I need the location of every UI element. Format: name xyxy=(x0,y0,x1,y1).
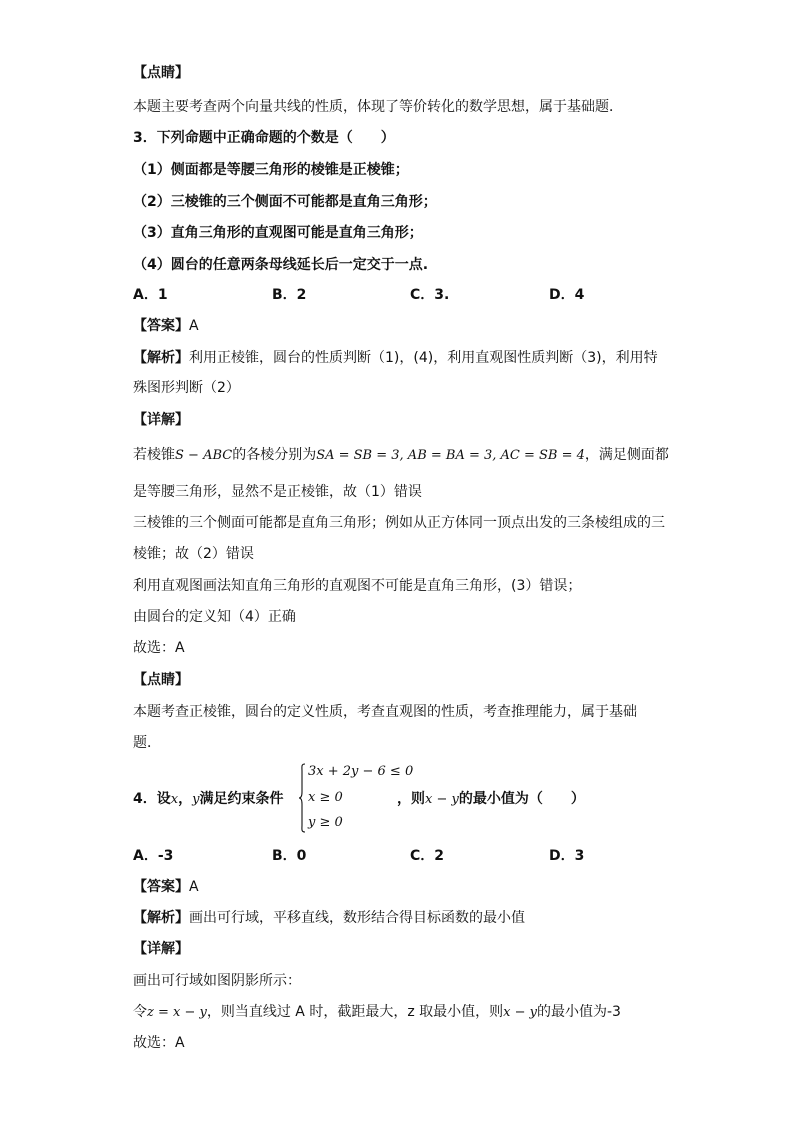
q4-sep: ， xyxy=(178,791,193,807)
q4-title-mid: 满足约束条件 xyxy=(199,791,284,807)
answer-tag: 【答案】 xyxy=(133,879,189,895)
q3-title: 3．下列命题中正确命题的个数是（ ） xyxy=(133,130,395,146)
q4-option-b: B．0 xyxy=(272,848,307,864)
q4-choice: 故选：A xyxy=(133,1035,185,1051)
dianjing-text: 本题主要考查两个向量共线的性质，体现了等价转化的数学思想，属于基础题． xyxy=(133,99,623,115)
q4-detail-heading: 【详解】 xyxy=(133,941,189,957)
q3-option-d: D．4 xyxy=(549,287,585,303)
q4-constraint-1: 3x + 2y − 6 ≤ 0 xyxy=(308,764,414,779)
q4-detail-l2-post: 的最小值为-3 xyxy=(536,1004,621,1020)
q3-detail-p2-line-1: 三棱锥的三个侧面可能都是直角三角形；例如从正方体同一顶点出发的三条棱组成的三 xyxy=(133,515,665,531)
q4-detail-l2-pre: 令 xyxy=(133,1004,147,1020)
q3-detail-p1-pre: 若棱锥 xyxy=(133,447,175,463)
q3-detail-p1 xyxy=(133,446,669,465)
q4-option-a: A．-3 xyxy=(133,848,174,864)
q4-option-c: C．2 xyxy=(410,848,445,864)
q4-detail-line-1: 画出可行域如图阴影所示： xyxy=(133,973,301,989)
q4-detail-l2-math-2: x − y xyxy=(503,1005,537,1020)
q4-title-post: 的最小值为（ ） xyxy=(458,791,585,807)
q4-analysis-text: 画出可行域，平移直线，数形结合得目标函数的最小值 xyxy=(189,910,525,926)
q3-detail-p1-line-2: 是等腰三角形，显然不是正棱锥，故（1）错误 xyxy=(133,484,422,500)
q3-detail-p1-post: ，满足侧面都 xyxy=(584,447,669,463)
q4-constraint-system xyxy=(298,763,414,833)
q3-detail-p1-math-1: S − ABC xyxy=(175,448,233,463)
analysis-tag: 【解析】 xyxy=(133,910,189,926)
q3-detail-p1-mid: 的各棱分别为 xyxy=(232,447,317,463)
q3-option-a: A．1 xyxy=(133,287,168,303)
q3-analysis-line-2: 殊图形判断（2） xyxy=(133,380,240,396)
brace-icon xyxy=(298,763,306,833)
q4-analysis-line xyxy=(133,909,525,927)
q3-dianjing-line-2: 题． xyxy=(133,735,161,751)
q3-answer-line xyxy=(133,317,199,335)
q4-detail-l2-math-1: z = x − y xyxy=(147,1005,207,1020)
q3-prop-4: （4）圆台的任意两条母线延长后一定交于一点. xyxy=(133,257,429,273)
q3-answer-value: A xyxy=(189,318,199,334)
q3-prop-3: （3）直角三角形的直观图可能是直角三角形； xyxy=(133,225,423,241)
q3-analysis-line-1 xyxy=(133,349,658,367)
q4-detail-l2-mid: ，则当直线过 A 时，截距最大，z 取最小值，则 xyxy=(206,1004,504,1020)
q3-option-b: B．2 xyxy=(272,287,307,303)
q4-var-y: y xyxy=(192,792,200,807)
q3-option-c: C．3. xyxy=(410,287,450,303)
dianjing-heading: 【点睛】 xyxy=(133,65,189,81)
q4-title-then: ，则 xyxy=(397,791,425,807)
q3-analysis-text: 利用正棱锥，圆台的性质判断（1)，(4)，利用直观图性质判断（3)，利用特 xyxy=(189,350,658,366)
q3-detail-p3: 利用直观图画法知直角三角形的直观图不可能是直角三角形，(3）错误； xyxy=(133,578,582,594)
q4-expr: x − y xyxy=(425,792,459,807)
q4-title-start xyxy=(133,790,283,809)
q3-detail-heading: 【详解】 xyxy=(133,412,189,428)
q3-prop-2: （2）三棱锥的三个侧面不可能都是直角三角形； xyxy=(133,194,437,210)
analysis-tag: 【解析】 xyxy=(133,350,189,366)
q3-dianjing-heading: 【点睛】 xyxy=(133,672,189,688)
q4-constraint-2: x ≥ 0 xyxy=(308,790,343,805)
q3-choice: 故选：A xyxy=(133,640,185,656)
q4-detail-line-2 xyxy=(133,1003,621,1022)
q3-detail-p1-math-2: SA = SB = 3, AB = BA = 3, AC = SB = 4 xyxy=(316,448,585,463)
q4-title-pre: 4．设 xyxy=(133,791,171,807)
q4-constraint-3: y ≥ 0 xyxy=(308,815,343,830)
q4-option-d: D．3 xyxy=(549,848,585,864)
q3-detail-p4: 由圆台的定义知（4）正确 xyxy=(133,609,296,625)
q3-dianjing-line-1: 本题考查正棱锥，圆台的定义性质，考查直观图的性质，考查推理能力，属于基础 xyxy=(133,704,637,720)
q4-answer-value: A xyxy=(189,879,199,895)
q3-prop-1: （1）侧面都是等腰三角形的棱锥是正棱锥； xyxy=(133,162,409,178)
q3-detail-p2-line-2: 棱锥；故（2）错误 xyxy=(133,546,254,562)
answer-tag: 【答案】 xyxy=(133,318,189,334)
q4-var-x: x xyxy=(170,792,179,807)
q4-title-end xyxy=(397,790,585,809)
q4-answer-line xyxy=(133,878,199,896)
